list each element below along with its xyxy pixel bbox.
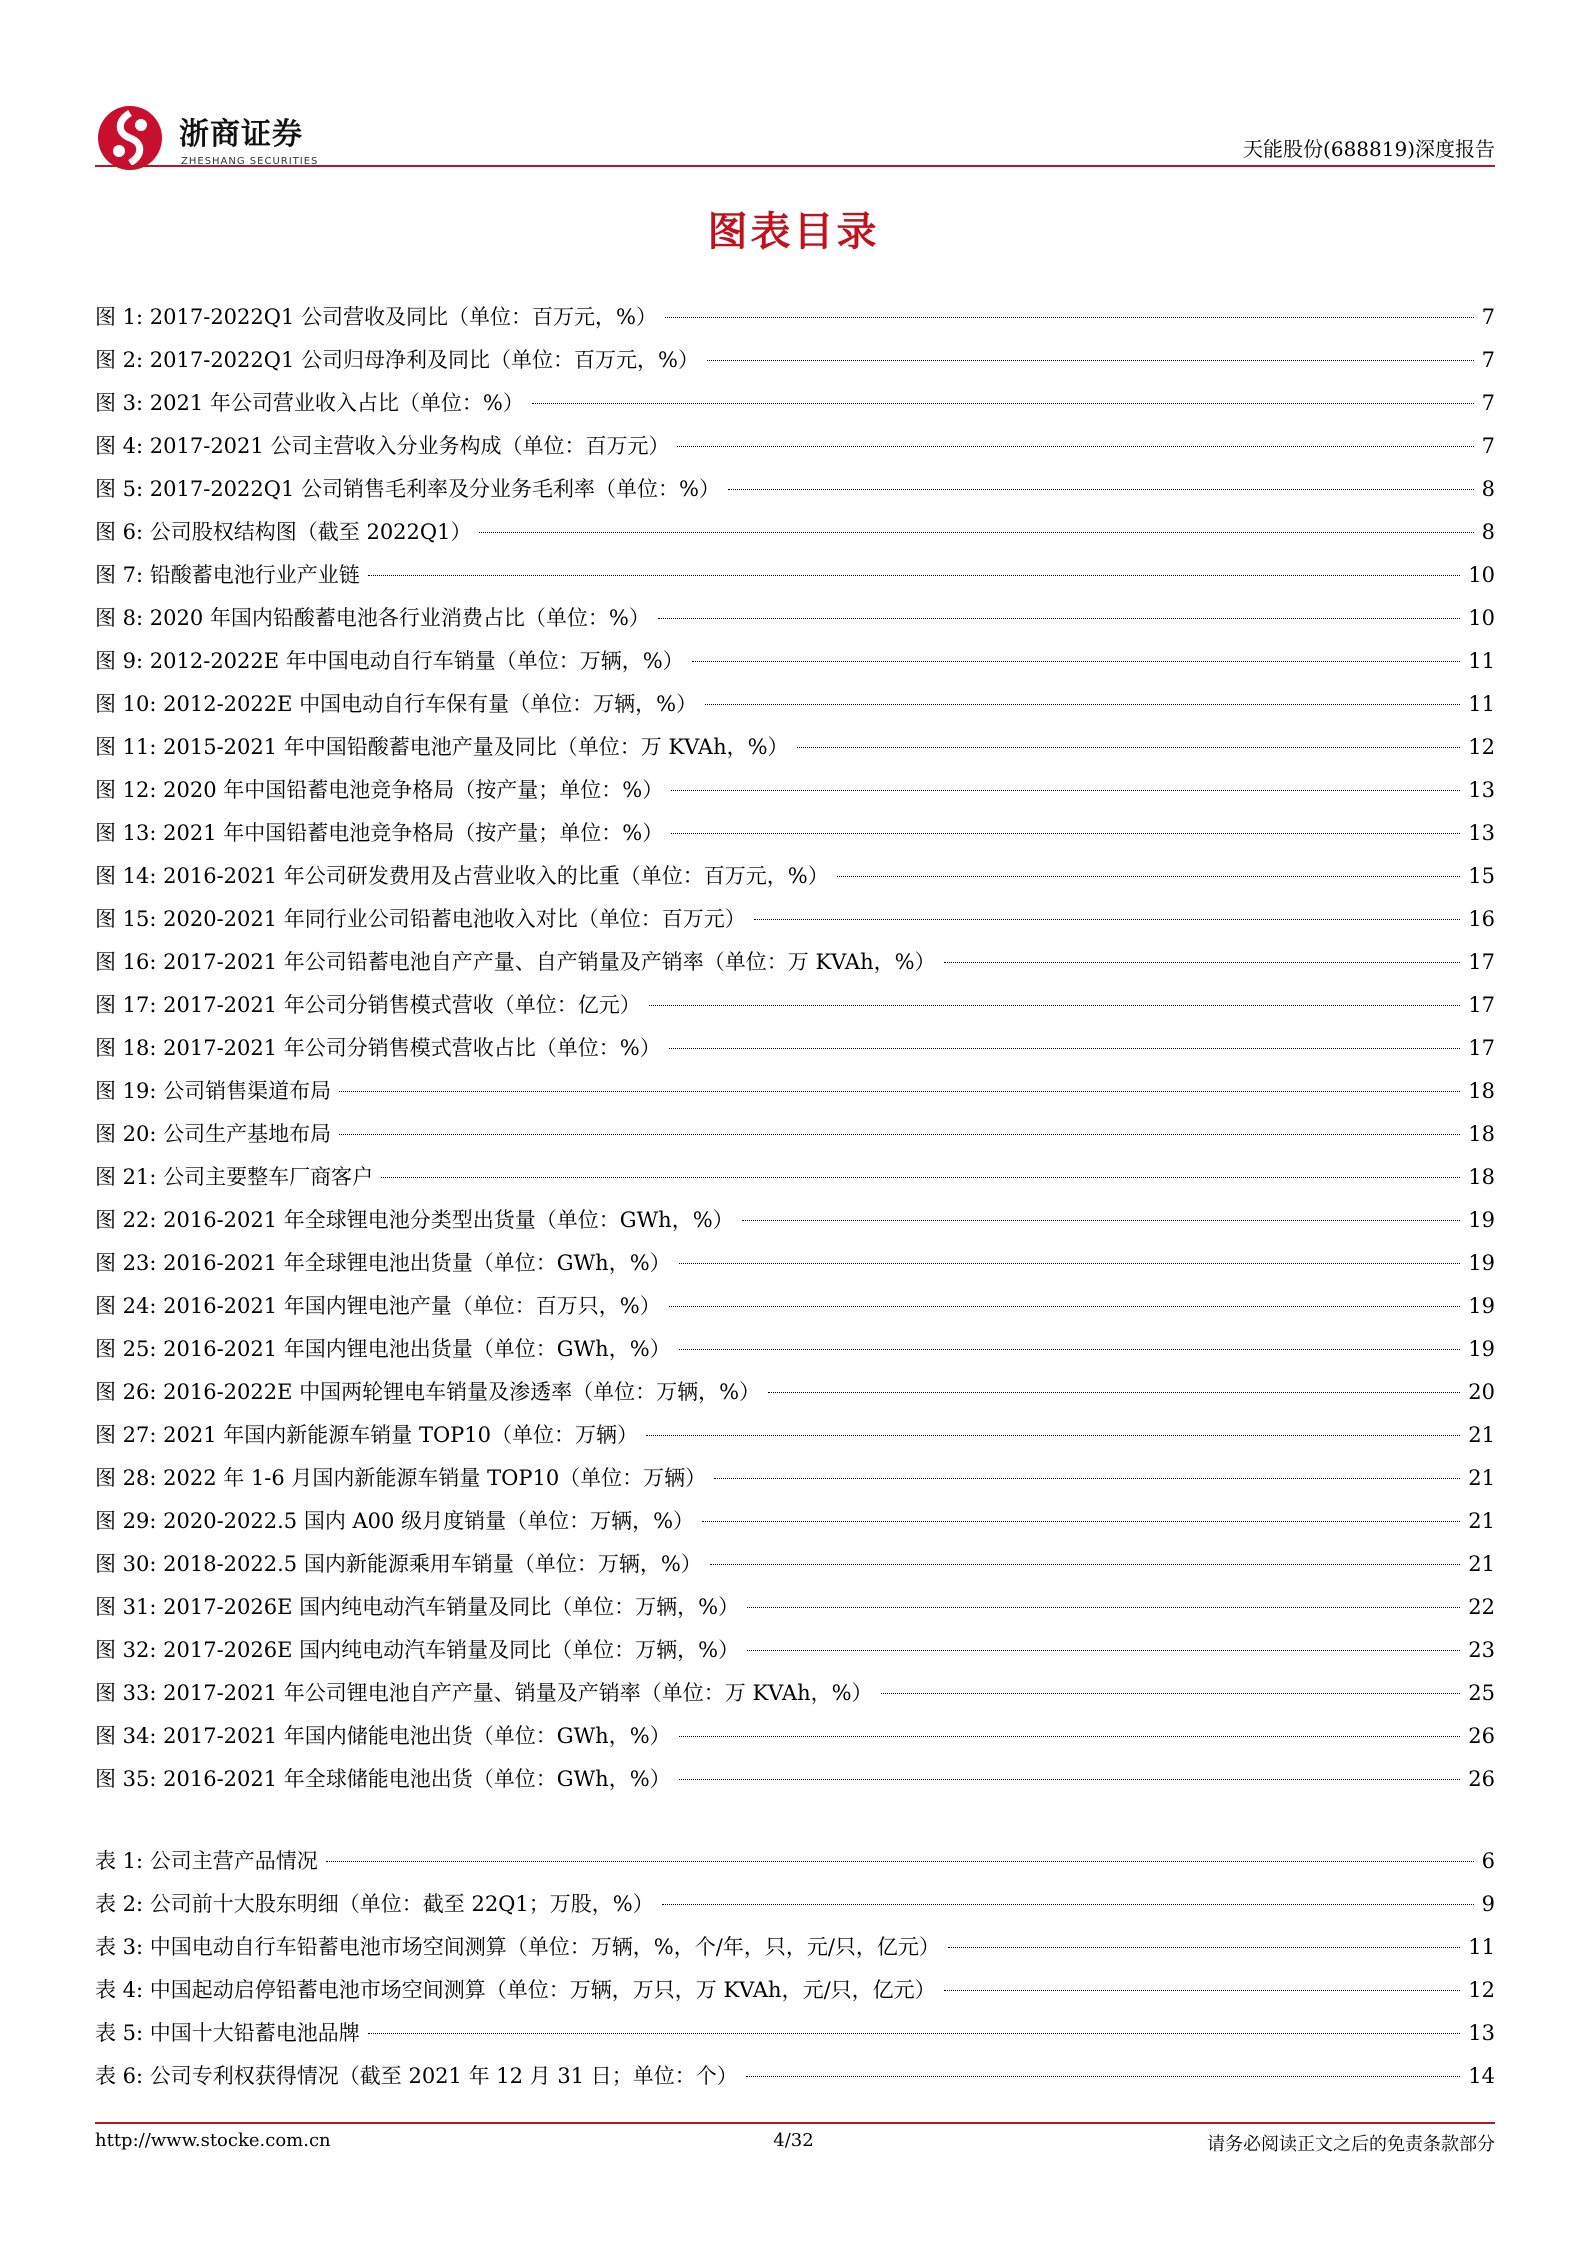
figure-entry-label: 图 12: 2020 年中国铅蓄电池竞争格局（按产量；单位：%）	[95, 778, 664, 802]
table-entry-label: 表 4: 中国起动启停铅蓄电池市场空间测算（单位：万辆，万只，万 KVAh，元/只，亿元）	[95, 1978, 936, 2002]
table-entry-label: 表 1: 公司主营产品情况	[95, 1849, 318, 1873]
figure-entry-label: 图 18: 2017-2021 年公司分销售模式营收占比（单位：%）	[95, 1036, 661, 1060]
page-header	[95, 95, 1495, 175]
figure-entry-label: 图 29: 2020-2022.5 国内 A00 级月度销量（单位：万辆，%）	[95, 1509, 695, 1533]
figure-entry-label: 图 26: 2016-2022E 中国两轮锂电车销量及渗透率（单位：万辆，%）	[95, 1380, 761, 1404]
figure-entry-label: 图 10: 2012-2022E 中国电动自行车保有量（单位：万辆，%）	[95, 692, 698, 716]
figure-entry-page: 8	[1481, 520, 1495, 544]
table-list	[95, 1840, 1495, 2098]
footer-disclaimer: 请务必阅读正文之后的免责条款部分	[1207, 2134, 1495, 2155]
figure-entry-page: 20	[1468, 1380, 1495, 1404]
figure-entry[interactable]	[95, 1328, 1495, 1371]
dot-leader	[339, 1090, 1460, 1092]
dot-leader	[662, 1903, 1474, 1905]
dot-leader	[702, 1520, 1460, 1522]
figure-entry-label: 图 35: 2016-2021 年全球储能电池出货（单位：GWh，%）	[95, 1767, 671, 1791]
figure-entry-label: 图 1: 2017-2022Q1 公司营收及同比（单位：百万元，%）	[95, 305, 657, 329]
figure-entry[interactable]	[95, 382, 1495, 425]
header-divider	[95, 165, 1495, 167]
figure-entry-page: 7	[1481, 348, 1495, 372]
dot-leader	[671, 789, 1460, 791]
dot-leader	[742, 1219, 1461, 1221]
figure-entry-label: 图 20: 公司生产基地布局	[95, 1122, 332, 1146]
dot-leader	[944, 1989, 1461, 1991]
figure-entry-page: 13	[1468, 778, 1495, 802]
dot-leader	[368, 2032, 1460, 2034]
figure-entry-page: 21	[1468, 1552, 1495, 1576]
dot-leader	[679, 1735, 1461, 1737]
figure-entry-page: 12	[1468, 735, 1495, 759]
figure-entry-label: 图 3: 2021 年公司营业收入占比（单位：%）	[95, 391, 524, 415]
figure-entry-page: 11	[1468, 692, 1495, 716]
figure-list	[95, 296, 1495, 1801]
dot-leader	[339, 1133, 1460, 1135]
figure-entry-page: 17	[1468, 950, 1495, 974]
table-entry-label: 表 6: 公司专利权获得情况（截至 2021 年 12 月 31 日；单位：个）	[95, 2064, 738, 2088]
figure-entry-page: 7	[1481, 434, 1495, 458]
figure-entry-label: 图 15: 2020-2021 年同行业公司铅蓄电池收入对比（单位：百万元）	[95, 907, 746, 931]
figure-entry-page: 19	[1468, 1208, 1495, 1232]
figure-entry[interactable]	[95, 941, 1495, 984]
figure-entry-label: 图 9: 2012-2022E 年中国电动自行车销量（单位：万辆，%）	[95, 649, 684, 673]
dot-leader	[679, 1778, 1461, 1780]
dot-leader	[671, 832, 1460, 834]
figure-entry[interactable]	[95, 1242, 1495, 1285]
figure-entry-label: 图 2: 2017-2022Q1 公司归母净利及同比（单位：百万元，%）	[95, 348, 699, 372]
figure-entry[interactable]	[95, 339, 1495, 382]
figure-entry[interactable]	[95, 554, 1495, 597]
dot-leader	[707, 359, 1474, 361]
dot-leader	[649, 1004, 1460, 1006]
report-tag: 天能股份(688819)深度报告	[1243, 137, 1495, 161]
table-entry-label: 表 5: 中国十大铅蓄电池品牌	[95, 2021, 360, 2045]
company-logo	[95, 103, 355, 183]
figure-entry-label: 图 19: 公司销售渠道布局	[95, 1079, 332, 1103]
dot-leader	[754, 918, 1460, 920]
dot-leader	[881, 1692, 1461, 1694]
figure-entry-page: 26	[1468, 1724, 1495, 1748]
figure-entry-page: 17	[1468, 1036, 1495, 1060]
figure-entry[interactable]	[95, 683, 1495, 726]
dot-leader	[679, 1262, 1461, 1264]
dot-leader	[705, 703, 1460, 705]
figure-entry[interactable]	[95, 1371, 1495, 1414]
dot-leader	[665, 316, 1474, 318]
figure-entry[interactable]	[95, 1156, 1495, 1199]
table-entry[interactable]	[95, 2055, 1495, 2098]
table-entry-page: 9	[1481, 1892, 1495, 1916]
figure-entry-page: 15	[1468, 864, 1495, 888]
dot-leader	[381, 1176, 1460, 1178]
figure-entry-label: 图 31: 2017-2026E 国内纯电动汽车销量及同比（单位：万辆，%）	[95, 1595, 740, 1619]
table-entry[interactable]	[95, 1969, 1495, 2012]
table-entry[interactable]	[95, 1840, 1495, 1883]
figure-entry[interactable]	[95, 1199, 1495, 1242]
figure-entry[interactable]	[95, 468, 1495, 511]
figure-entry-page: 13	[1468, 821, 1495, 845]
figure-entry[interactable]	[95, 1500, 1495, 1543]
figure-entry-label: 图 13: 2021 年中国铅蓄电池竞争格局（按产量；单位：%）	[95, 821, 664, 845]
dot-leader	[669, 1305, 1461, 1307]
page-number: 4/32	[773, 2130, 814, 2151]
figure-entry-label: 图 33: 2017-2021 年公司锂电池自产产量、销量及产销率（单位：万 KVAh，%）	[95, 1681, 873, 1705]
figure-entry-page: 25	[1468, 1681, 1495, 1705]
dot-leader	[658, 617, 1460, 619]
figure-entry[interactable]	[95, 1457, 1495, 1500]
dot-leader	[948, 1946, 1460, 1948]
figure-entry-page: 18	[1468, 1165, 1495, 1189]
figure-entry[interactable]	[95, 855, 1495, 898]
figure-entry-label: 图 25: 2016-2021 年国内锂电池出货量（单位：GWh，%）	[95, 1337, 671, 1361]
figure-entry-label: 图 17: 2017-2021 年公司分销售模式营收（单位：亿元）	[95, 993, 641, 1017]
dot-leader	[837, 875, 1461, 877]
figure-entry[interactable]	[95, 511, 1495, 554]
figure-entry[interactable]	[95, 1543, 1495, 1586]
figure-entry-page: 26	[1468, 1767, 1495, 1791]
table-entry-page: 12	[1468, 1978, 1495, 2002]
figure-entry-label: 图 8: 2020 年国内铅酸蓄电池各行业消费占比（单位：%）	[95, 606, 650, 630]
dot-leader	[532, 402, 1474, 404]
figure-entry-page: 19	[1468, 1337, 1495, 1361]
figure-entry-label: 图 5: 2017-2022Q1 公司销售毛利率及分业务毛利率（单位：%）	[95, 477, 720, 501]
footer-url-link[interactable]: http://www.stocke.com.cn	[95, 2130, 331, 2151]
figure-entry[interactable]	[95, 1672, 1495, 1715]
figure-entry-page: 17	[1468, 993, 1495, 1017]
figure-entry[interactable]	[95, 1285, 1495, 1328]
figure-entry-label: 图 7: 铅酸蓄电池行业产业链	[95, 563, 360, 587]
dot-leader	[326, 1860, 1474, 1862]
dot-leader	[944, 961, 1461, 963]
table-entry-label: 表 3: 中国电动自行车铅蓄电池市场空间测算（单位：万辆，%，个/年，只，元/只，亿元）	[95, 1935, 940, 1959]
footer-divider	[95, 2122, 1495, 2124]
logo-text-cn: 浙商证券	[179, 117, 303, 152]
figure-entry-page: 7	[1481, 305, 1495, 329]
page-title: 图表目录	[707, 209, 880, 255]
figure-entry[interactable]	[95, 984, 1495, 1027]
figure-entry-label: 图 30: 2018-2022.5 国内新能源乘用车销量（单位：万辆，%）	[95, 1552, 702, 1576]
figure-entry-label: 图 14: 2016-2021 年公司研发费用及占营业收入的比重（单位：百万元，%）	[95, 864, 829, 888]
dot-leader	[747, 1649, 1460, 1651]
figure-entry[interactable]	[95, 1715, 1495, 1758]
figure-entry[interactable]	[95, 640, 1495, 683]
dot-leader	[677, 445, 1473, 447]
figure-entry-label: 图 11: 2015-2021 年中国铅酸蓄电池产量及同比（单位：万 KVAh，%）	[95, 735, 789, 759]
figure-entry[interactable]	[95, 296, 1495, 339]
figure-entry-page: 11	[1468, 649, 1495, 673]
dot-leader	[368, 574, 1460, 576]
table-entry-page: 6	[1481, 1849, 1495, 1873]
figure-entry-page: 16	[1468, 907, 1495, 931]
figure-entry-label: 图 16: 2017-2021 年公司铅蓄电池自产产量、自产销量及产销率（单位：万 KVAh，%）	[95, 950, 936, 974]
figure-entry-page: 10	[1468, 606, 1495, 630]
dot-leader	[746, 2075, 1461, 2077]
table-entry-label: 表 2: 公司前十大股东明细（单位：截至 22Q1；万股，%）	[95, 1892, 654, 1916]
figure-entry-page: 21	[1468, 1466, 1495, 1490]
figure-entry-page: 22	[1468, 1595, 1495, 1619]
dot-leader	[479, 531, 1473, 533]
figure-entry-page: 10	[1468, 563, 1495, 587]
figure-entry-label: 图 23: 2016-2021 年全球锂电池出货量（单位：GWh，%）	[95, 1251, 671, 1275]
dot-leader	[714, 1477, 1460, 1479]
figure-entry-label: 图 34: 2017-2021 年国内储能电池出货（单位：GWh，%）	[95, 1724, 671, 1748]
dot-leader	[768, 1391, 1460, 1393]
dot-leader	[646, 1434, 1460, 1436]
figure-entry-label: 图 21: 公司主要整车厂商客户	[95, 1165, 374, 1189]
figure-entry[interactable]	[95, 1586, 1495, 1629]
figure-entry[interactable]	[95, 1027, 1495, 1070]
figure-entry[interactable]	[95, 898, 1495, 941]
figure-entry-page: 18	[1468, 1122, 1495, 1146]
figure-entry-page: 19	[1468, 1251, 1495, 1275]
figure-entry[interactable]	[95, 597, 1495, 640]
zheshang-logo-icon	[95, 103, 165, 173]
figure-entry-label: 图 4: 2017-2021 公司主营收入分业务构成（单位：百万元）	[95, 434, 670, 458]
table-entry-page: 13	[1468, 2021, 1495, 2045]
figure-entry-page: 8	[1481, 477, 1495, 501]
figure-entry[interactable]	[95, 769, 1495, 812]
figure-entry-page: 23	[1468, 1638, 1495, 1662]
table-entry[interactable]	[95, 1883, 1495, 1926]
figure-entry-label: 图 22: 2016-2021 年全球锂电池分类型出货量（单位：GWh，%）	[95, 1208, 734, 1232]
figure-entry[interactable]	[95, 1113, 1495, 1156]
figure-entry[interactable]	[95, 1070, 1495, 1113]
figure-entry-label: 图 32: 2017-2026E 国内纯电动汽车销量及同比（单位：万辆，%）	[95, 1638, 740, 1662]
figure-entry[interactable]	[95, 1758, 1495, 1801]
figure-entry[interactable]	[95, 1414, 1495, 1457]
table-entry[interactable]	[95, 2012, 1495, 2055]
figure-entry-page: 19	[1468, 1294, 1495, 1318]
dot-leader	[728, 488, 1474, 490]
figure-entry[interactable]	[95, 425, 1495, 468]
table-entry-page: 11	[1468, 1935, 1495, 1959]
figure-entry-label: 图 27: 2021 年国内新能源车销量 TOP10（单位：万辆）	[95, 1423, 639, 1447]
dot-leader	[679, 1348, 1461, 1350]
figure-entry-label: 图 28: 2022 年 1-6 月国内新能源车销量 TOP10（单位：万辆）	[95, 1466, 707, 1490]
dot-leader	[669, 1047, 1461, 1049]
dot-leader	[710, 1563, 1460, 1565]
figure-entry-page: 21	[1468, 1509, 1495, 1533]
logo-text-en: ZHESHANG SECURITIES	[181, 156, 319, 167]
dot-leader	[747, 1606, 1460, 1608]
figure-entry[interactable]	[95, 1629, 1495, 1672]
figure-entry[interactable]	[95, 812, 1495, 855]
figure-entry-page: 7	[1481, 391, 1495, 415]
dot-leader	[797, 746, 1461, 748]
figure-entry[interactable]	[95, 726, 1495, 769]
figure-entry-label: 图 24: 2016-2021 年国内锂电池产量（单位：百万只，%）	[95, 1294, 661, 1318]
table-entry-page: 14	[1468, 2064, 1495, 2088]
table-entry[interactable]	[95, 1926, 1495, 1969]
figure-entry-page: 18	[1468, 1079, 1495, 1103]
figure-entry-page: 21	[1468, 1423, 1495, 1447]
figure-entry-label: 图 6: 公司股权结构图（截至 2022Q1）	[95, 520, 472, 544]
dot-leader	[692, 660, 1461, 662]
